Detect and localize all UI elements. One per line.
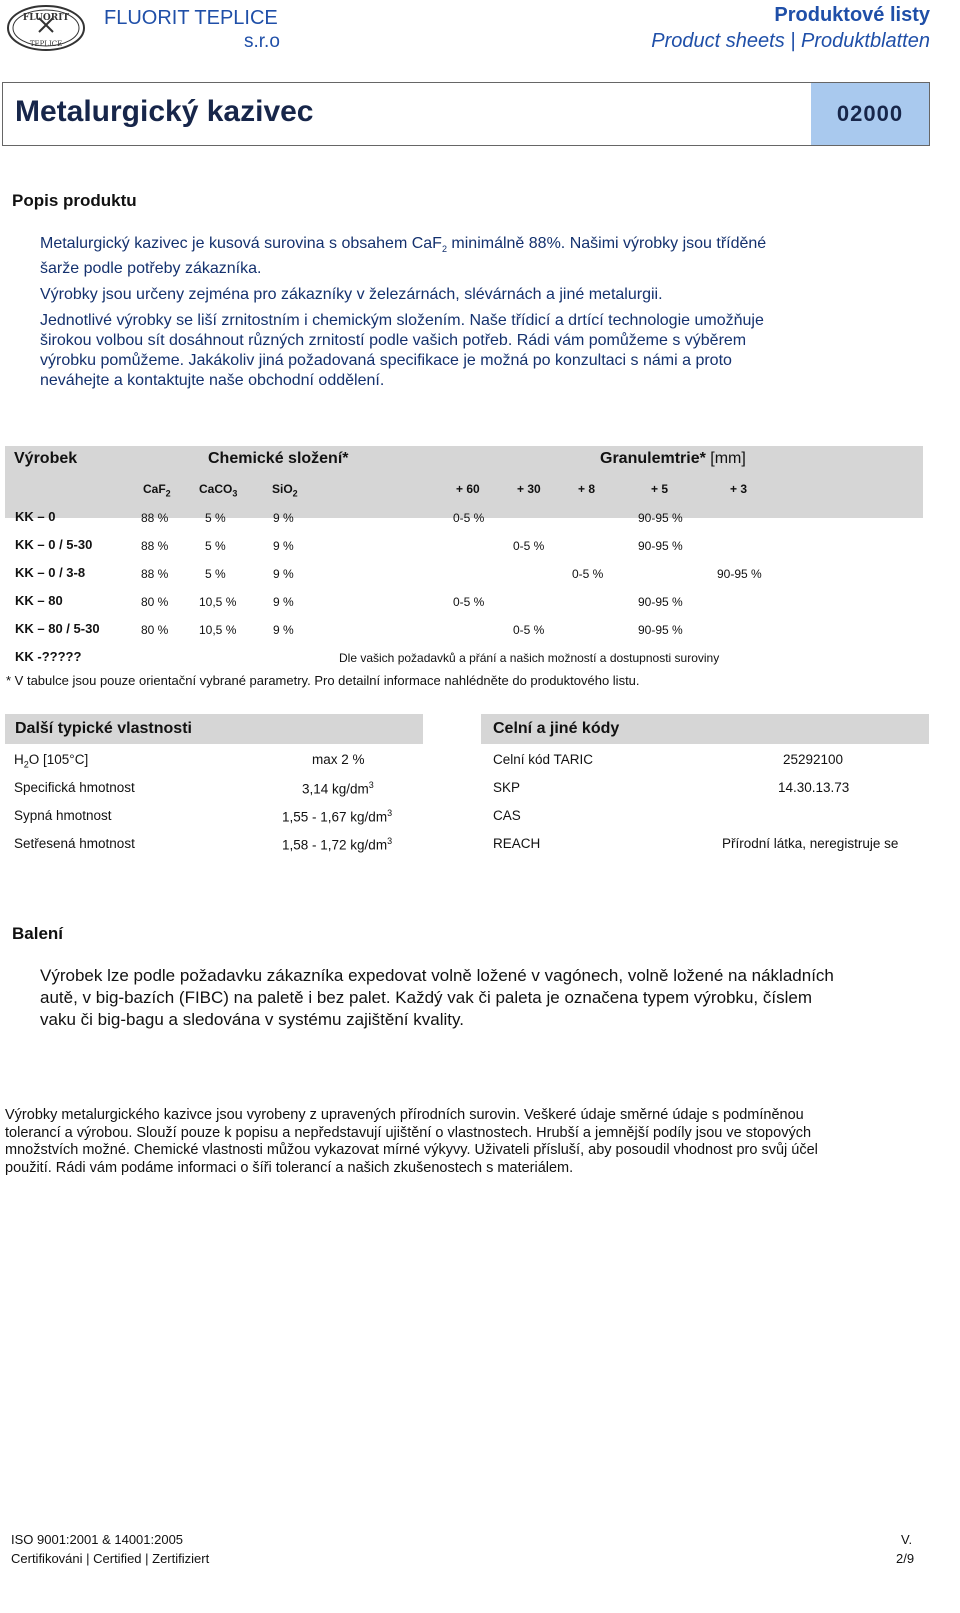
prop-label-h2o: $H_2O$ [105°C] — [14, 752, 89, 770]
code-label: REACH — [493, 836, 541, 851]
prop-value: 3,14 $kg/dm^3$ — [302, 780, 374, 797]
code-label: SKP — [493, 780, 521, 795]
code-label: Celní kód TARIC — [493, 752, 594, 767]
table-row-custom: KK -????? Dle vašich požadavků a přání a našich možností a dostupnosti suroviny — [15, 649, 720, 665]
gran-col-3: + 3 — [730, 482, 748, 496]
chem-col-caco3: CaCO$_3$ — [199, 482, 238, 499]
table-row: KK – 0 88 % 5 % 9 % 0-5 % 90-95 % — [15, 509, 683, 525]
description-text: Metalurgický kazivec je kusová surovina s obsahem CaF$_2$ minimálně 88%. Našimi výrobky jsou tříděné šarže podle potřeby zákazníka. Výrobky jsou určeny zejména pro zákazníky v železárnách, slévárnách a jiné metalurgii. Jednotlivé výrobky se liší zrnitostním i chemickým složením. Naše třídicí a drtící technologie umožňuje širokou volbou sít dosáhnout různých zrnitostí podle vašich potřeb. Rádi vám pomůžeme s výběrem výrobku pomůžeme. Jakákoliv jiná požadovaná specifikace je možná po konzultaci s námi a proto neváhejte a kontaktujte naše obchodní oddělení. — [40, 235, 767, 390]
gran-col-5: + 5 — [651, 482, 669, 496]
company-suffix: s.r.o — [244, 31, 280, 52]
code-value: 25292100 — [783, 752, 844, 767]
prop-value: 1,55 - 1,67 $kg/dm^3$ — [282, 808, 393, 825]
prop-label: Setřesená hmotnost — [14, 836, 135, 851]
col-granulometry: Granulemtrie* [mm] — [600, 450, 746, 467]
footer-certified: Certifikováni | Certified | Zertifiziert — [11, 1551, 210, 1566]
gran-col-60: + 60 — [456, 482, 480, 496]
company-logo — [6, 4, 86, 52]
description-heading: Popis produktu — [12, 191, 137, 210]
disclaimer-text: Výrobky metalurgického kazivce jsou vyrobeny z upravených přírodních surovin. Veškeré údaje směrné údaje s podmíněnou tolerancí a výrobou. Slouží pouze k popisu a nepředstavují ujištění o vlastnostech. Hrubší a jemnější podíly jsou ve stopových množstvích možné. Chemické vlastnosti můžou vykazovat mírné výkyvy. Uživateli přísluší, aby posoudil vhodnost pro svůj účel použití. Rádi vám podáme informaci o šíři tolerancí a našich zkušenostech s materiálem. — [5, 1107, 818, 1176]
codes-header: Celní a jiné kódy — [481, 714, 929, 744]
product-code: 02000 — [811, 83, 929, 145]
sheets-subtitle: Product sheets | Produktblatten — [651, 30, 930, 52]
packaging-text: Výrobek lze podle požadavku zákazníka expedovat volně ložené v vagónech, volně ložené na nákladních autě, v big-bazích (FIBC) na paletě i bez palet. Každý vak či paleta je označena typem výrobku, číslem vaku či big-bagu a sledována v systému zajištění kvality. — [40, 966, 834, 1029]
svg-text:FLUORIT: FLUORIT — [22, 13, 70, 23]
gran-col-30: + 30 — [517, 482, 541, 496]
footer-page-number: 2/9 — [896, 1551, 915, 1566]
prop-label: Specifická hmotnost — [14, 780, 135, 795]
col-product: Výrobek — [14, 450, 78, 467]
packaging-heading: Balení — [12, 924, 64, 943]
properties-header: Další typické vlastnosti — [5, 714, 423, 744]
col-chemical: Chemické složení* — [208, 450, 349, 467]
code-value: Přírodní látka, neregistruje se — [722, 836, 899, 851]
footer-iso: ISO 9001:2001 & 14001:2005 — [11, 1532, 184, 1547]
code-value: 14.30.13.73 — [778, 780, 850, 795]
chem-col-caf2: CaF$_2$ — [143, 482, 171, 499]
prop-value: 1,58 - 1,72 $kg/dm^3$ — [282, 836, 393, 853]
product-name: Metalurgický kazivec — [15, 95, 314, 128]
table-footnote: * V tabulce jsou pouze orientační vybrané parametry. Pro detailní informace nahlédněte do produktového listu. — [6, 673, 640, 688]
table-row: KK – 80 80 % 10,5 % 9 % 0-5 % 90-95 % — [15, 593, 683, 609]
table-row: KK – 0 / 5-30 88 % 5 % 9 % 0-5 % 90-95 % — [15, 537, 683, 553]
code-label: CAS — [493, 808, 521, 823]
company-name: FLUORIT TEPLICE — [104, 7, 278, 29]
table-row: KK – 80 / 5-30 80 % 10,5 % 9 % 0-5 % 90-95 % — [15, 621, 683, 637]
product-title-box — [2, 82, 930, 146]
svg-text:TEPLICE: TEPLICE — [29, 40, 63, 48]
chem-col-sio2: SiO$_2$ — [272, 482, 298, 499]
sheets-title: Produktové listy — [774, 4, 930, 26]
prop-label: Sypná hmotnost — [14, 808, 112, 823]
footer-version: V. — [901, 1532, 913, 1547]
table-row: KK – 0 / 3-8 88 % 5 % 9 % 0-5 % 90-95 % — [15, 565, 762, 581]
gran-col-8: + 8 — [578, 482, 596, 496]
prop-value: max 2 % — [312, 752, 365, 767]
